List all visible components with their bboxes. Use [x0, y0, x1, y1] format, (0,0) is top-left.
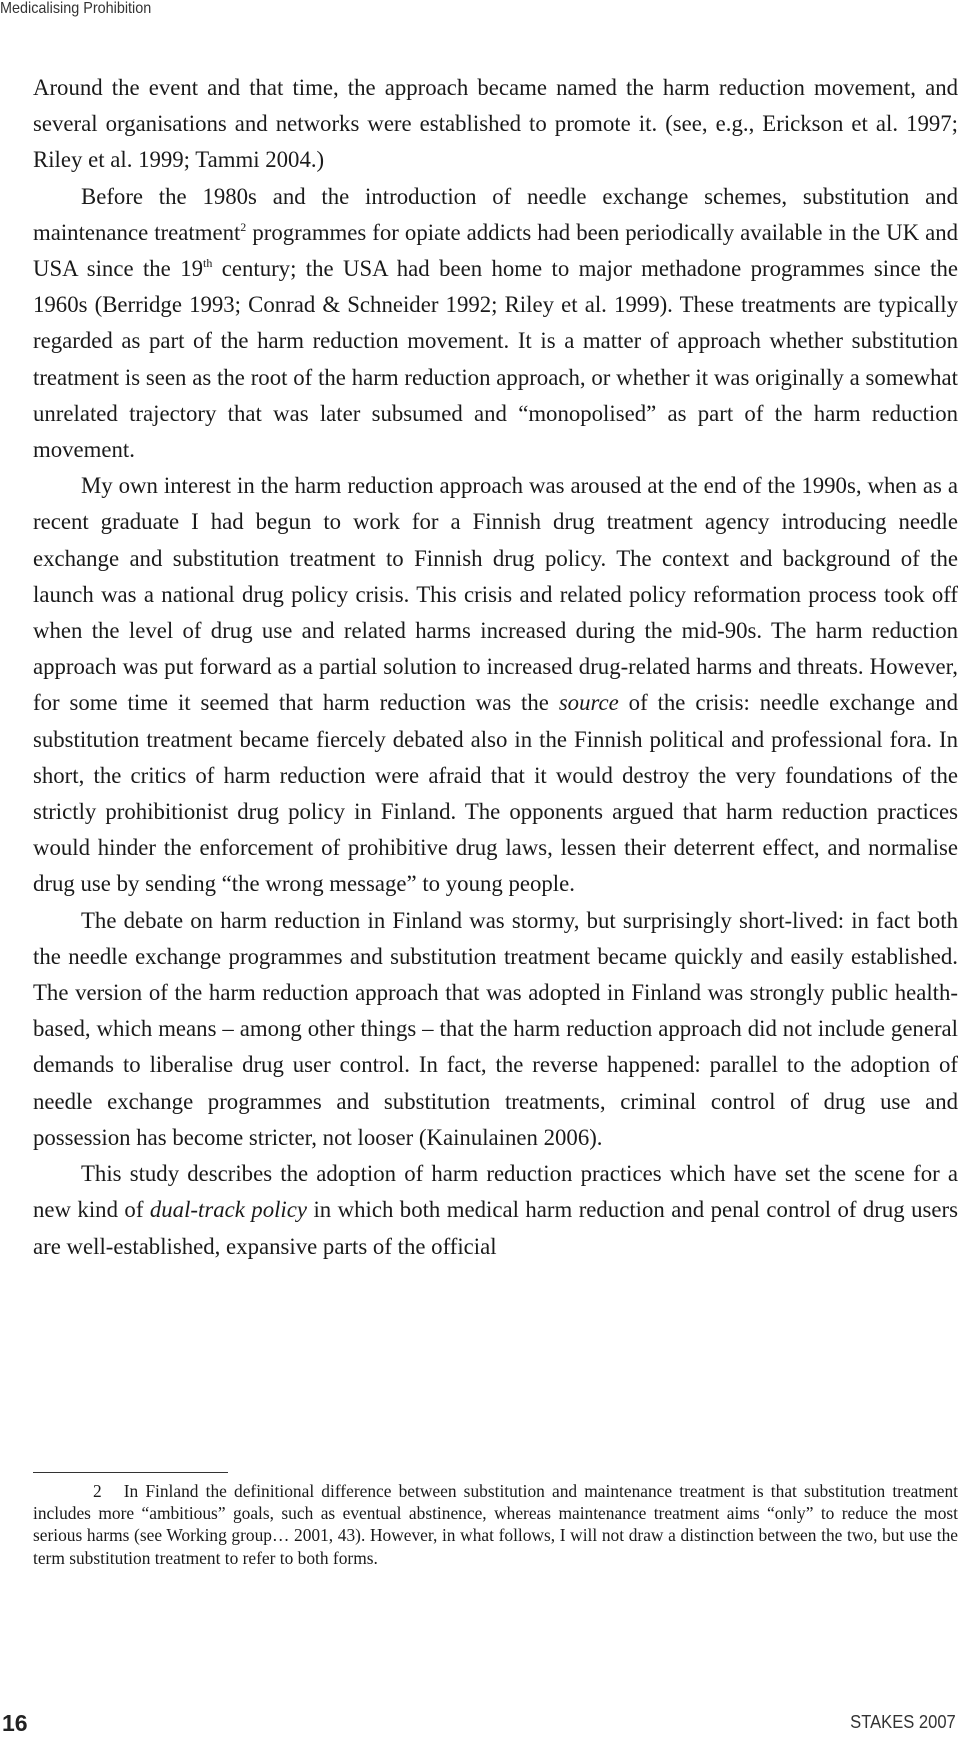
footnote-ref-2: 2: [240, 219, 247, 234]
publisher-footer: STAKES 2007: [850, 1712, 956, 1732]
footnote-divider: [33, 1472, 228, 1473]
paragraph-2-part-b: programmes for opiate addicts had been periodically available in the UK and USA since the 19: [33, 219, 958, 282]
paragraph-3: [33, 468, 958, 902]
ordinal-suffix: th: [203, 256, 213, 271]
paragraph-5: [33, 1156, 958, 1265]
paragraph-5-part-b: in which both medical harm reduction and penal control of drug users are well-established, expansive parts of the official: [33, 1197, 958, 1259]
running-title: Medicalising Prohibition: [0, 0, 152, 17]
footnote-2: [33, 1480, 958, 1569]
paragraph-1: Around the event and that time, the approach became named the harm reduction movement, and several organisations and networks were established to promote it. (see, e.g., Erickson et al. 1997; Riley et al. 1999; Tammi 2004.): [33, 75, 958, 173]
footnote-text: In Finland the definitional difference between substitution and maintenance treatment is that substitution treatment includes more “ambitious” goals, such as eventual abstinence, whereas maintenance treatment aims “only” to reduce the most serious harms (see Working group… 2001, 43). However, in what follows, I will not draw a distinction between the two, but use the term substitution treatment to refer to both forms.: [33, 1481, 958, 1568]
emphasis-dual-track-policy: dual-track policy: [149, 1197, 307, 1223]
paragraph-4: The debate on harm reduction in Finland was stormy, but surprisingly short-lived: in fact both the needle exchange programmes and substitution treatment became quickly and easily established. The version of the harm reduction approach that was adopted in Finland was strongly public health-based, which means – among other things – that the harm reduction approach did not include general demands to liberalise drug user control. In fact, the reverse happened: parallel to the adoption of needle exchange programmes and substitution treatments, criminal control of drug use and possession has become stricter, not looser (Kainulainen 2006).: [33, 907, 958, 1150]
paragraph-3-part-a: My own interest in the harm reduction approach was aroused at the end of the 1990s, when as a recent graduate I had begun to work for a Finnish drug treatment agency introducing needle exchange and substitution treatment to Finnish drug policy. The context and background of the launch was a national drug policy crisis. This crisis and related policy reformation process took off when the level of drug use and related harms increased during the mid-90s. The harm reduction approach was put forward as a partial solution to increased drug-related harms and threats. However, for some time it seemed that harm reduction was the: [33, 473, 958, 716]
main-text: [33, 70, 958, 1265]
paragraph-2-part-c: century; the USA had been home to major methadone programmes since the 1960s (Berridge 1993; Conrad & Schneider 1992; Riley et al. 1999). These treatments are typically regarded as part of the harm reduction movement. It is a matter of approach whether substitution treatment is seen as the root of the harm reduction approach, or whether it was originally a somewhat unrelated trajectory that was later subsumed and “monopolised” as part of the harm reduction movement.: [33, 256, 958, 463]
footnote-number: 2: [93, 1481, 102, 1501]
page-number: 16: [2, 1710, 28, 1736]
paragraph-3-part-b: of the crisis: needle exchange and substitution treatment became fiercely debated also in the Finnish political and professional fora. In short, the critics of harm reduction were afraid that it would destroy the very foundations of the strictly prohibitionist drug policy in Finland. The opponents argued that harm reduction practices would hinder the enforcement of prohibitive drug laws, lessen their deterrent effect, and normalise drug use by sending “the wrong message” to young people.: [33, 690, 958, 897]
emphasis-source: source: [558, 690, 619, 716]
paragraph-2: [33, 179, 958, 469]
paragraph-2-part-a: Before the 1980s and the introduction of needle exchange schemes, substitution and maintenance treatment: [33, 183, 958, 245]
paragraph-5-part-a: This study describes the adoption of harm reduction practices which have set the scene for a new kind of: [33, 1161, 958, 1223]
